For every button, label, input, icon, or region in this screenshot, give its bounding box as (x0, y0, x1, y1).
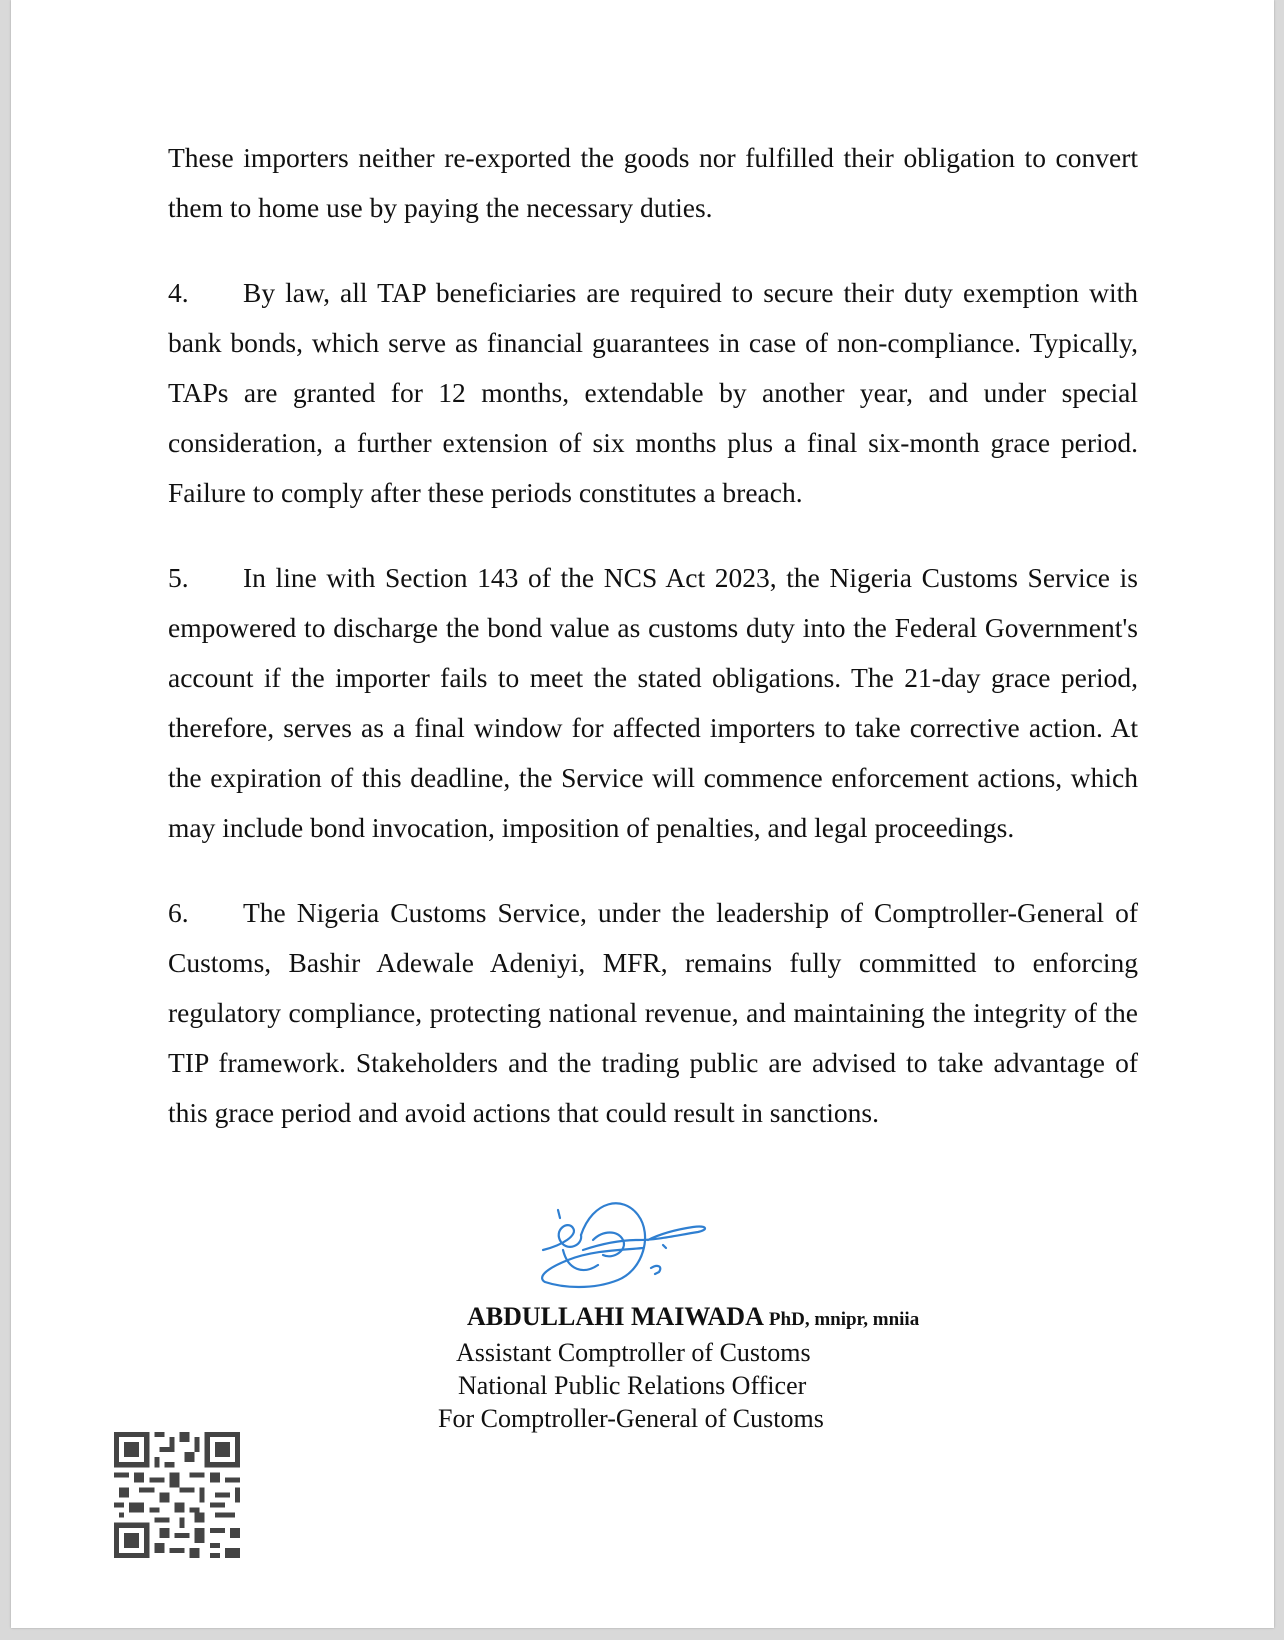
signatory-name: ABDULLAHI MAIWADA (467, 1302, 763, 1331)
signatory-title: Assistant Comptroller of Customs (456, 1338, 811, 1367)
paragraph-number: 4. (168, 277, 189, 308)
paragraph-text: The Nigeria Customs Service, under the leadership of Comptroller-General of Customs, Bashir Adewale Adeniyi, MFR, remains fully committed to enforcing regulatory compliance, protecting national revenue, and maintaining the integrity of the TIP framework. Stakeholders and the trading public are advised to take advantage of this grace period and avoid actions that could result in sanctions. (168, 897, 1138, 1128)
paragraph-number: 6. (168, 897, 189, 928)
intro-paragraph: These importers neither re-exported the goods nor fulfilled their obligation to convert them to home use by paying the necessary duties. (168, 142, 1138, 223)
document-page (11, 0, 1274, 1628)
paragraph-text: By law, all TAP beneficiaries are required to secure their duty exemption with bank bonds, which serve as financial guarantees in case of non-compliance. Typically, TAPs are granted for 12 months, extendable by another year, and under special consideration, a further extension of six months plus a final six-month grace period. Failure to comply after these periods constitutes a breach. (168, 277, 1138, 508)
signatory-qualifications: PhD, mnipr, mniia (768, 1309, 920, 1330)
paragraph-text: In line with Section 143 of the NCS Act 2023, the Nigeria Customs Service is empowered to discharge the bond value as customs duty into the Federal Government's account if the importer fails to meet the stated obligations. The 21-day grace period, therefore, serves as a final window for affected importers to take corrective action. At the expiration of this deadline, the Service will commence enforcement actions, which may include bond invocation, imposition of penalties, and legal proceedings. (168, 562, 1138, 843)
qr-code-icon (109, 1432, 245, 1558)
signatory-name-line (311, 1300, 991, 1336)
paragraph-number: 5. (168, 562, 189, 593)
document-body (168, 133, 1138, 1173)
paragraph-5 (168, 553, 1138, 853)
signature-block (311, 1300, 991, 1435)
paragraph-4 (168, 268, 1138, 518)
paragraph-6 (168, 888, 1138, 1138)
handwritten-signature (523, 1190, 728, 1305)
signatory-role: National Public Relations Officer (458, 1371, 807, 1400)
signatory-on-behalf: For Comptroller-General of Customs (438, 1404, 824, 1433)
